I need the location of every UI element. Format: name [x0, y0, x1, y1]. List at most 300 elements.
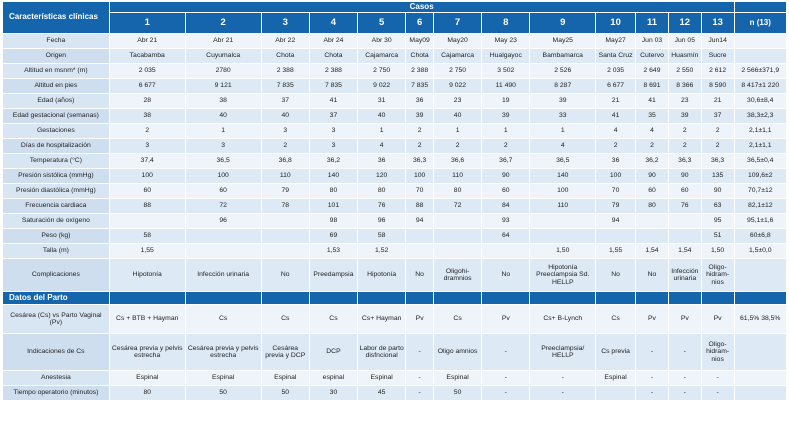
n-summary-cell: 2,1±1,1 — [735, 124, 786, 138]
case-value-cell: 9 022 — [358, 79, 405, 93]
case-value-cell: 40 — [262, 109, 309, 123]
case-value-cell: No — [262, 259, 309, 291]
case-value-cell: 51 — [702, 229, 734, 243]
table-row — [3, 169, 786, 183]
case-value-cell: Espinal — [186, 371, 261, 385]
case-value-cell — [669, 214, 701, 228]
section-fill-cell — [358, 292, 405, 304]
case-value-cell: 41 — [636, 94, 668, 108]
case-number-header: 1 — [110, 13, 185, 33]
case-value-cell: 2 612 — [702, 64, 734, 78]
case-value-cell: Abr 22 — [262, 34, 309, 48]
case-value-cell: 70 — [596, 184, 635, 198]
case-value-cell: 39 — [482, 109, 529, 123]
case-value-cell: 63 — [702, 199, 734, 213]
case-value-cell: May 23 — [482, 34, 529, 48]
row-label: Peso (kg) — [3, 229, 109, 243]
n-summary-cell — [735, 371, 786, 385]
section-fill-cell — [186, 292, 261, 304]
case-value-cell: Cajamarca — [358, 49, 405, 63]
case-value-cell: 60 — [110, 184, 185, 198]
case-value-cell: Infección urinaria — [186, 259, 261, 291]
case-value-cell: - — [702, 371, 734, 385]
case-value-cell — [434, 229, 481, 243]
case-value-cell: 23 — [434, 94, 481, 108]
case-value-cell: 6 677 — [110, 79, 185, 93]
case-value-cell: Espinal — [434, 371, 481, 385]
case-value-cell: 96 — [186, 214, 261, 228]
case-value-cell: 64 — [482, 229, 529, 243]
case-value-cell: 1 — [358, 124, 405, 138]
case-value-cell — [596, 386, 635, 400]
case-value-cell: Cs — [596, 305, 635, 333]
case-value-cell: 90 — [636, 169, 668, 183]
case-value-cell: Cajamarca — [434, 49, 481, 63]
case-value-cell: No — [636, 259, 668, 291]
case-value-cell: 36,3 — [669, 154, 701, 168]
case-value-cell: Labor de parto disfncional — [358, 334, 405, 370]
case-value-cell: 80 — [358, 184, 405, 198]
case-value-cell: 2 649 — [636, 64, 668, 78]
row-label: Gestaciones — [3, 124, 109, 138]
case-value-cell: - — [530, 371, 595, 385]
case-value-cell: 1,53 — [310, 244, 357, 258]
row-label: Saturación de oxígeno — [3, 214, 109, 228]
case-value-cell: 70 — [406, 184, 433, 198]
case-value-cell: 2 — [702, 124, 734, 138]
case-value-cell: 2 526 — [530, 64, 595, 78]
case-value-cell: 36 — [596, 154, 635, 168]
case-number-header: 12 — [669, 13, 701, 33]
case-value-cell: 2 — [482, 139, 529, 153]
case-value-cell: 80 — [310, 184, 357, 198]
case-value-cell: 2 388 — [262, 64, 309, 78]
row-label: Altitud en msnm* (m) — [3, 64, 109, 78]
case-value-cell: 37 — [310, 109, 357, 123]
case-value-cell: 36,6 — [434, 154, 481, 168]
row-label: Fecha — [3, 34, 109, 48]
case-number-header: 4 — [310, 13, 357, 33]
case-value-cell: 69 — [310, 229, 357, 243]
case-value-cell: 72 — [186, 199, 261, 213]
case-value-cell: 8 691 — [636, 79, 668, 93]
case-value-cell: 39 — [406, 109, 433, 123]
case-number-header: 2 — [186, 13, 261, 33]
case-value-cell: 80 — [110, 386, 185, 400]
case-value-cell: 140 — [530, 169, 595, 183]
section-fill-cell — [482, 292, 529, 304]
case-value-cell: 2 550 — [669, 64, 701, 78]
table-row — [3, 229, 786, 243]
case-value-cell: Huasmín — [669, 49, 701, 63]
n-summary-cell: 82,1±12 — [735, 199, 786, 213]
case-value-cell — [262, 229, 309, 243]
case-value-cell: 101 — [310, 199, 357, 213]
row-label: Días de hospitalización — [3, 139, 109, 153]
case-value-cell: Chota — [262, 49, 309, 63]
case-value-cell: Oligohidramnios — [434, 259, 481, 291]
case-value-cell: 76 — [669, 199, 701, 213]
section-fill-cell — [636, 292, 668, 304]
table-row — [3, 139, 786, 153]
case-value-cell: May20 — [434, 34, 481, 48]
case-value-cell: 36,2 — [636, 154, 668, 168]
case-value-cell — [636, 214, 668, 228]
case-value-cell: Preedampsia — [310, 259, 357, 291]
n-summary-cell — [735, 49, 786, 63]
case-value-cell: 2 — [434, 139, 481, 153]
row-label: Cesárea (Cs) vs Parto Vaginal (Pv) — [3, 305, 109, 333]
case-value-cell: Cs — [186, 305, 261, 333]
case-value-cell: 58 — [358, 229, 405, 243]
case-value-cell: 37,4 — [110, 154, 185, 168]
case-value-cell: 100 — [530, 184, 595, 198]
case-value-cell: 1,54 — [669, 244, 701, 258]
case-value-cell: 1,55 — [110, 244, 185, 258]
section-fill-cell — [434, 292, 481, 304]
case-value-cell: 2 — [262, 139, 309, 153]
table-row — [3, 244, 786, 258]
case-value-cell: 135 — [702, 169, 734, 183]
case-value-cell: - — [636, 386, 668, 400]
section-fill-cell — [310, 292, 357, 304]
case-value-cell: 3 502 — [482, 64, 529, 78]
case-value-cell: Oligohidramnios — [702, 259, 734, 291]
case-value-cell: 2 — [110, 124, 185, 138]
row-label: Anestesia — [3, 371, 109, 385]
case-value-cell: Chota — [406, 49, 433, 63]
case-value-cell: 9 022 — [434, 79, 481, 93]
case-value-cell: 40 — [186, 109, 261, 123]
case-value-cell: 30 — [310, 386, 357, 400]
row-label: Complicaciones — [3, 259, 109, 291]
case-value-cell: 39 — [669, 109, 701, 123]
case-value-cell: 90 — [669, 169, 701, 183]
case-value-cell: 2 388 — [310, 64, 357, 78]
case-value-cell: Pv — [702, 305, 734, 333]
section-fill-cell — [262, 292, 309, 304]
row-label: Talla (m) — [3, 244, 109, 258]
case-value-cell — [406, 229, 433, 243]
table-row — [3, 124, 786, 138]
case-value-cell: 8 366 — [669, 79, 701, 93]
case-value-cell: Abr 21 — [186, 34, 261, 48]
case-value-cell: 21 — [596, 94, 635, 108]
case-value-cell: 140 — [310, 169, 357, 183]
case-value-cell: - — [482, 386, 529, 400]
case-value-cell: - — [406, 334, 433, 370]
case-value-cell: 1 — [434, 124, 481, 138]
case-value-cell: 2 — [702, 139, 734, 153]
case-value-cell: 2 — [669, 124, 701, 138]
case-value-cell: 79 — [596, 199, 635, 213]
section-fill-cell — [530, 292, 595, 304]
case-value-cell: Cs — [434, 305, 481, 333]
row-label: Edad (años) — [3, 94, 109, 108]
case-value-cell: Cuyumalca — [186, 49, 261, 63]
row-label: Presión diastólica (mmHg) — [3, 184, 109, 198]
case-value-cell: 50 — [186, 386, 261, 400]
case-value-cell: 2 — [406, 139, 433, 153]
case-value-cell — [186, 229, 261, 243]
case-number-header: 11 — [636, 13, 668, 33]
case-value-cell: 98 — [310, 214, 357, 228]
case-value-cell: Pv — [406, 305, 433, 333]
case-value-cell: Bambamarca — [530, 49, 595, 63]
n-summary-cell — [735, 34, 786, 48]
case-value-cell: Sucre — [702, 49, 734, 63]
case-value-cell: 45 — [358, 386, 405, 400]
case-value-cell — [406, 244, 433, 258]
case-value-cell: 19 — [482, 94, 529, 108]
case-value-cell: 23 — [669, 94, 701, 108]
case-value-cell: 88 — [110, 199, 185, 213]
case-number-header: 5 — [358, 13, 405, 33]
case-value-cell: Cs+ B-Lynch — [530, 305, 595, 333]
case-value-cell: 80 — [636, 199, 668, 213]
case-value-cell: 94 — [596, 214, 635, 228]
table-row — [3, 79, 786, 93]
case-value-cell: Hipotonía Preeclampsia Sd. HELLP — [530, 259, 595, 291]
n-summary-cell: 70,7±12 — [735, 184, 786, 198]
case-value-cell: 84 — [482, 199, 529, 213]
table-row — [3, 109, 786, 123]
table-row — [3, 64, 786, 78]
case-value-cell: 76 — [358, 199, 405, 213]
case-value-cell: 36,3 — [702, 154, 734, 168]
case-value-cell: 38 — [186, 94, 261, 108]
n-summary-cell: 61,5% 38,5% — [735, 305, 786, 333]
case-value-cell: Pv — [669, 305, 701, 333]
case-value-cell — [434, 214, 481, 228]
case-value-cell — [110, 214, 185, 228]
case-value-cell: 88 — [406, 199, 433, 213]
row-label: Presión sistólica (mmHg) — [3, 169, 109, 183]
case-value-cell: 80 — [434, 184, 481, 198]
case-value-cell: 60 — [482, 184, 529, 198]
case-value-cell: 2 388 — [406, 64, 433, 78]
case-value-cell: Espinal — [110, 371, 185, 385]
case-value-cell: Cesárea previa y pelvis estrecha — [186, 334, 261, 370]
case-value-cell: 90 — [482, 169, 529, 183]
case-value-cell: 1,52 — [358, 244, 405, 258]
header-row-casos — [3, 2, 786, 12]
case-value-cell: - — [669, 334, 701, 370]
row-label: Edad gestacional (semanas) — [3, 109, 109, 123]
case-value-cell: 4 — [636, 124, 668, 138]
case-value-cell: - — [530, 386, 595, 400]
case-value-cell: 1 — [530, 124, 595, 138]
case-value-cell: 11 490 — [482, 79, 529, 93]
table-row — [3, 49, 786, 63]
n-summary-cell: 8 417±1 220 — [735, 79, 786, 93]
row-label: Temperatura (°C) — [3, 154, 109, 168]
case-value-cell: - — [636, 371, 668, 385]
case-value-cell: 1,50 — [702, 244, 734, 258]
case-value-cell — [186, 244, 261, 258]
case-value-cell: 1,54 — [636, 244, 668, 258]
n-summary-cell: 38,3±2,3 — [735, 109, 786, 123]
case-value-cell: 60 — [636, 184, 668, 198]
case-value-cell: 36,3 — [406, 154, 433, 168]
case-number-header: 3 — [262, 13, 309, 33]
n-summary-cell: 109,6±2 — [735, 169, 786, 183]
n-summary-cell — [735, 334, 786, 370]
case-value-cell: 8 590 — [702, 79, 734, 93]
case-value-cell — [482, 244, 529, 258]
case-value-cell: 2 750 — [358, 64, 405, 78]
case-number-header: 7 — [434, 13, 481, 33]
case-value-cell: 7 835 — [262, 79, 309, 93]
case-value-cell: 50 — [262, 386, 309, 400]
case-value-cell: 60 — [186, 184, 261, 198]
case-value-cell: 8 287 — [530, 79, 595, 93]
section-fill-cell — [735, 292, 786, 304]
case-value-cell: Jun 05 — [669, 34, 701, 48]
table-row — [3, 371, 786, 385]
case-value-cell: 3 — [110, 139, 185, 153]
case-value-cell: 1 — [482, 124, 529, 138]
case-value-cell: 37 — [262, 94, 309, 108]
case-value-cell: 39 — [530, 94, 595, 108]
case-value-cell: - — [702, 386, 734, 400]
case-value-cell: 2 750 — [434, 64, 481, 78]
case-value-cell: Espinal — [358, 371, 405, 385]
case-value-cell — [636, 229, 668, 243]
section-fill-cell — [596, 292, 635, 304]
row-label: Indicaciones de Cs — [3, 334, 109, 370]
case-value-cell: Jun14 — [702, 34, 734, 48]
case-value-cell: - — [636, 334, 668, 370]
case-value-cell: 120 — [358, 169, 405, 183]
case-value-cell: Espinal — [596, 371, 635, 385]
case-value-cell: 2 — [669, 139, 701, 153]
case-value-cell: 7 835 — [310, 79, 357, 93]
case-number-header: 13 — [702, 13, 734, 33]
case-value-cell: 2 035 — [596, 64, 635, 78]
header-row-numbers — [3, 13, 786, 33]
case-value-cell: 2 — [636, 139, 668, 153]
section-fill-cell — [702, 292, 734, 304]
case-value-cell: Cs — [310, 305, 357, 333]
case-value-cell: Hipotonía — [110, 259, 185, 291]
clinical-cases-table — [2, 1, 787, 401]
case-value-cell: 2780 — [186, 64, 261, 78]
case-value-cell — [262, 244, 309, 258]
case-value-cell: 93 — [482, 214, 529, 228]
case-value-cell: 28 — [110, 94, 185, 108]
case-value-cell: 41 — [310, 94, 357, 108]
case-value-cell: Cesárea previa y pelvis estrecha — [110, 334, 185, 370]
case-value-cell: 41 — [596, 109, 635, 123]
n-summary-cell: 36,5±0,4 — [735, 154, 786, 168]
table-row — [3, 214, 786, 228]
case-value-cell: 40 — [358, 109, 405, 123]
case-value-cell: Cs + BTB + Hayman — [110, 305, 185, 333]
case-value-cell: - — [406, 386, 433, 400]
case-value-cell: 58 — [110, 229, 185, 243]
case-value-cell: 3 — [310, 124, 357, 138]
case-value-cell: DCP — [310, 334, 357, 370]
table-row — [3, 199, 786, 213]
case-number-header: 10 — [596, 13, 635, 33]
table-row — [3, 259, 786, 291]
case-value-cell: 35 — [636, 109, 668, 123]
case-number-header: 9 — [530, 13, 595, 33]
case-value-cell — [262, 214, 309, 228]
case-value-cell: 100 — [110, 169, 185, 183]
case-value-cell: 1,50 — [530, 244, 595, 258]
case-value-cell: - — [406, 371, 433, 385]
case-value-cell: 31 — [358, 94, 405, 108]
case-value-cell: Tacabamba — [110, 49, 185, 63]
case-value-cell: 72 — [434, 199, 481, 213]
header-corner — [735, 2, 786, 12]
case-value-cell: 50 — [434, 386, 481, 400]
case-value-cell: 36,5 — [186, 154, 261, 168]
section-title-datos-parto: Datos del Parto — [3, 292, 109, 304]
n-summary-cell: 2 566±371,9 — [735, 64, 786, 78]
case-value-cell: 7 835 — [406, 79, 433, 93]
n-summary-cell: 30,6±8,4 — [735, 94, 786, 108]
case-value-cell: 9 121 — [186, 79, 261, 93]
case-value-cell: 36,5 — [530, 154, 595, 168]
section-row — [3, 292, 786, 304]
table-row — [3, 94, 786, 108]
case-value-cell: Preeclampsia/ HELLP — [530, 334, 595, 370]
case-value-cell: 2 — [596, 139, 635, 153]
case-value-cell: Hualgayoc — [482, 49, 529, 63]
case-value-cell — [669, 229, 701, 243]
case-value-cell — [434, 244, 481, 258]
case-value-cell — [530, 229, 595, 243]
case-value-cell: No — [406, 259, 433, 291]
case-value-cell: Cs previa — [596, 334, 635, 370]
table-row — [3, 305, 786, 333]
case-value-cell: Hipotonía — [358, 259, 405, 291]
case-value-cell: 33 — [530, 109, 595, 123]
case-value-cell: 2 — [406, 124, 433, 138]
row-label: Frecuencia cardiaca — [3, 199, 109, 213]
case-value-cell: Cs — [262, 305, 309, 333]
case-value-cell: May25 — [530, 34, 595, 48]
case-value-cell: 110 — [262, 169, 309, 183]
n-summary-cell — [735, 386, 786, 400]
case-value-cell — [596, 229, 635, 243]
case-value-cell: 38 — [110, 109, 185, 123]
table-title: Características clínicas — [3, 2, 109, 33]
case-value-cell: Chota — [310, 49, 357, 63]
section-fill-cell — [110, 292, 185, 304]
n-column-header: n (13) — [735, 13, 786, 33]
case-value-cell: 3 — [310, 139, 357, 153]
case-value-cell: Oligohidramnios — [702, 334, 734, 370]
case-value-cell: 6 677 — [596, 79, 635, 93]
table-row — [3, 154, 786, 168]
table-row — [3, 386, 786, 400]
case-value-cell: 36,2 — [310, 154, 357, 168]
case-value-cell: No — [596, 259, 635, 291]
case-value-cell: 2 035 — [110, 64, 185, 78]
case-value-cell: - — [669, 386, 701, 400]
case-value-cell: 110 — [434, 169, 481, 183]
table-row — [3, 34, 786, 48]
case-value-cell: Pv — [636, 305, 668, 333]
case-value-cell: Cs+ Hayman — [358, 305, 405, 333]
case-value-cell: Pv — [482, 305, 529, 333]
section-fill-cell — [406, 292, 433, 304]
case-value-cell: 95 — [702, 214, 734, 228]
